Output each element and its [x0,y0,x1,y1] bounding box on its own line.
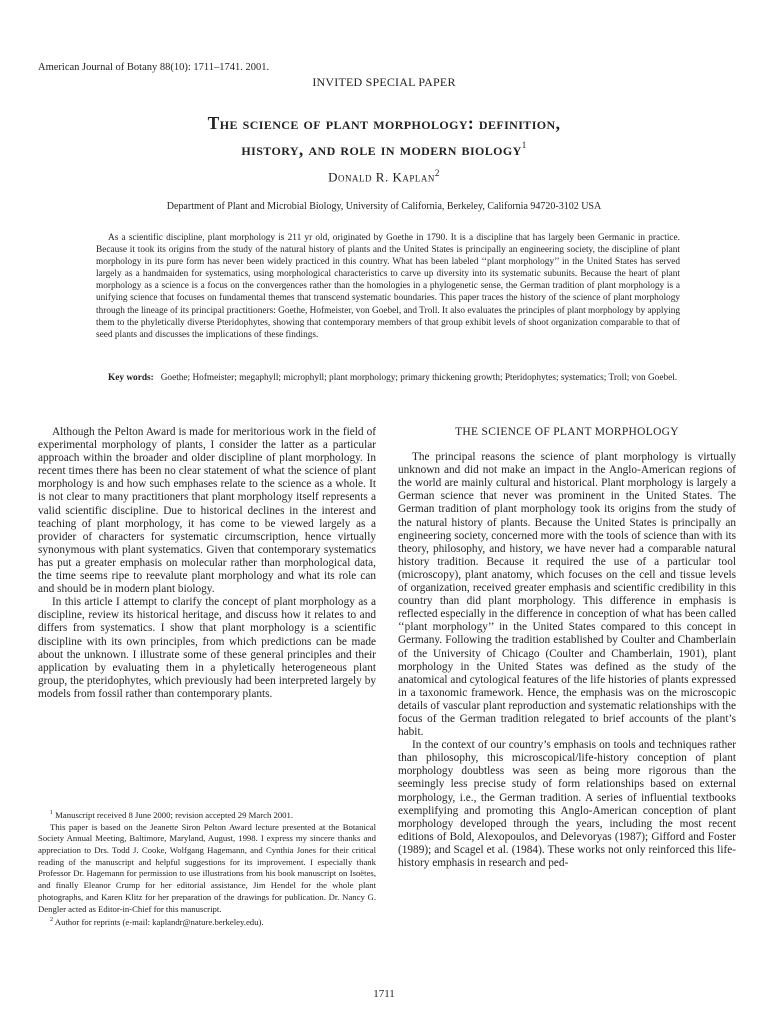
keywords [96,372,680,384]
author-text: Donald R. Kaplan [328,169,435,185]
author-name [0,168,768,185]
footnote-2-text: Author for reprints (e-mail: kaplandr@nature.berkeley.edu). [54,917,264,928]
affiliation: Department of Plant and Microbial Biology, University of California, Berkeley, California 94720-3102 USA [166,201,602,212]
author-footnote-mark: 2 [434,168,440,178]
footnote-2-mark: 2 [50,917,53,924]
abstract: As a scientific discipline, plant morphology is 211 yr old, originated by Goethe in 1790. It is a discipline that has largely been Germanic in practice. Because it took its origins from the study of the natural history of plants and the United States is principally an engineering society, the discipline of plant morphology in its pure form has never been widely practiced in this country. What has been labeled ‘‘plant morphology’’ in the United States has served largely as a handmaiden for systematics, using morphological characteristics to carve up diversity into its systematic subunits. Because the heart of plant morphology as a science is a focus on the convergences rather than the homologies in a phylogenetic sense, the German tradition of plant morphology is a unifying science that focuses on fundamental themes that transcend systematic boundaries. This paper traces the history of the science of plant morphology through the lineage of its principal practitioners: Goethe, Hofmeister, von Goebel, and Troll. It also evaluates the principles of plant morphology by applying them to the phyletically diverse Pteridophytes, showing that contemporary members of that group exhibit levels of shoot organization comparable to that of seed plants and discusses the implications of these findings. [96,233,680,340]
journal-citation: American Journal of Botany 88(10): 1711–1741. 2001. [38,62,270,73]
keywords-label: Key words: [108,373,154,383]
page-number: 1711 [373,988,395,1000]
article-title [60,112,708,160]
section-label: INVITED SPECIAL PAPER [312,75,456,89]
footnote-acknowledgements: This paper is based on the Jeanette Siron Pelton Award lecture presented at the Botanical Society Annual Meeting, Baltimore, Maryland, August, 1998. I express my sincere thanks and appreciation to Drs. Todd J. Cooke, Wolfgang Hagemann, and Cynthia Jones for their critical reading of the manuscript and helpful suggestions for its improvement. I especially thank Professor Dr. Hagemann for permission to use illustrations from his book manuscript on Isoëtes, and finally Eleanor Crump for her editorial assistance, Jim Hendel for the whole plant photographs, and Karen Klitz for her preparation of the drawings for publication. Dr. Nancy G. Dengler acted as Editor-in-Chief for this manuscript. [38,821,376,914]
footnote-1-text: Manuscript received 8 June 2000; revision accepted 29 March 2001. [55,809,294,820]
title-footnote-mark: 1 [521,140,527,150]
section-heading: THE SCIENCE OF PLANT MORPHOLOGY [455,426,679,438]
body-paragraph: The principal reasons the science of plant morphology is virtually unknown and did not make an impact in the Anglo-American regions of the world are mainly cultural and historical. Plant morphology is largely a German science that never was prominent in the United States. The German tradition of plant morphology took its origins from the study of the natural history of plants. Because the United States is principally an engineering society, concerned more with the tools of science than with its theory, philosophy, and history, we have never had a comparable natural history tradition. Because it required the use of a particular tool (microscopy), plant anatomy, which focuses on the cell and tissue levels of organization, received greater emphasis and scientific credibility in this country than did plant morphology. This difference in emphasis is reflected especially in the difference in conception of what has been called ‘‘plant morphology’’ in the United States compared to this concept in Germany. Following the tradition established by Coulter and Chamberlain of the University of Chicago (Coulter and Chamberlain, 1901), plant morphology in the United States was defined as the study of the anatomical and cytological features of the life histories of plants expressed in a taxonomic framework. Hence, the emphasis was on the microscopic details of vascular plant reproduction and systematic relationships with the focus of the German tradition relegated to brief accounts of the plant’s habit. [398,451,736,739]
keywords-text: Goethe; Hofmeister; megaphyll; microphyll; plant morphology; primary thickening growth; Pteridophytes; systematics; Troll; von Goebel. [160,373,678,383]
body-paragraph: In the context of our country’s emphasis on tools and techniques rather than philosophy, this microscopical/life-history conception of plant morphology doubtless was seen as being more rigorous than the seemingly less precise study of form relationships based on external morphology, i.e., the German tradition. A series of influential textbooks exemplifying and promoting this Anglo-American conception of plant morphology developed through the years, including the most recent editions of Bold, Alexopoulos, and Delevoryas (1987); Gifford and Foster (1989); and Scagel et al. (1984). These works not only reinforced this life-history emphasis in research and ped- [398,739,736,869]
footnote-1-mark: 1 [50,810,53,816]
title-line-1: The science of plant morphology: definition, [207,113,561,133]
body-paragraph: In this article I attempt to clarify the concept of plant morphology as a discipline, review its historical heritage, and discuss how it relates to and differs from systematics. I show that plant morphology is a scientific discipline with its own principles, from which predictions can be made about the unknown. I illustrate some of these general principles and their application by evaluating them in a phyletically heterogeneous plant group, the pteridophytes, which previously had been interpreted largely by models from fossil rather than contemporary plants. [38,596,376,700]
title-line-2: history, and role in modern biology [241,138,522,159]
right-column [398,426,736,870]
body-paragraph: Although the Pelton Award is made for meritorious work in the field of experimental morphology of plants, I consider the latter as a particular approach within the broader and older discipline of plant morphology. In recent times there has been no clear statement of what the science of plant morphology is and how such emphases relate to the science as a whole. It is not clear to many practitioners that plant morphology itself represents a valid scientific discipline. Due to historical declines in the interest and teaching of plant morphology, it has come to be viewed largely as a provider of characters for systematic circumscription, hence virtually synonymous with plant systematics. Given that contemporary systematics has put a greater emphasis on molecular rather than morphological data, the time seems ripe to reevalute plant morphology and what its role can and should be in modern plant biology. [38,426,376,596]
footnotes [38,808,376,929]
left-column [38,426,376,701]
footnote-2 [38,915,376,929]
footnote-1 [38,808,376,822]
